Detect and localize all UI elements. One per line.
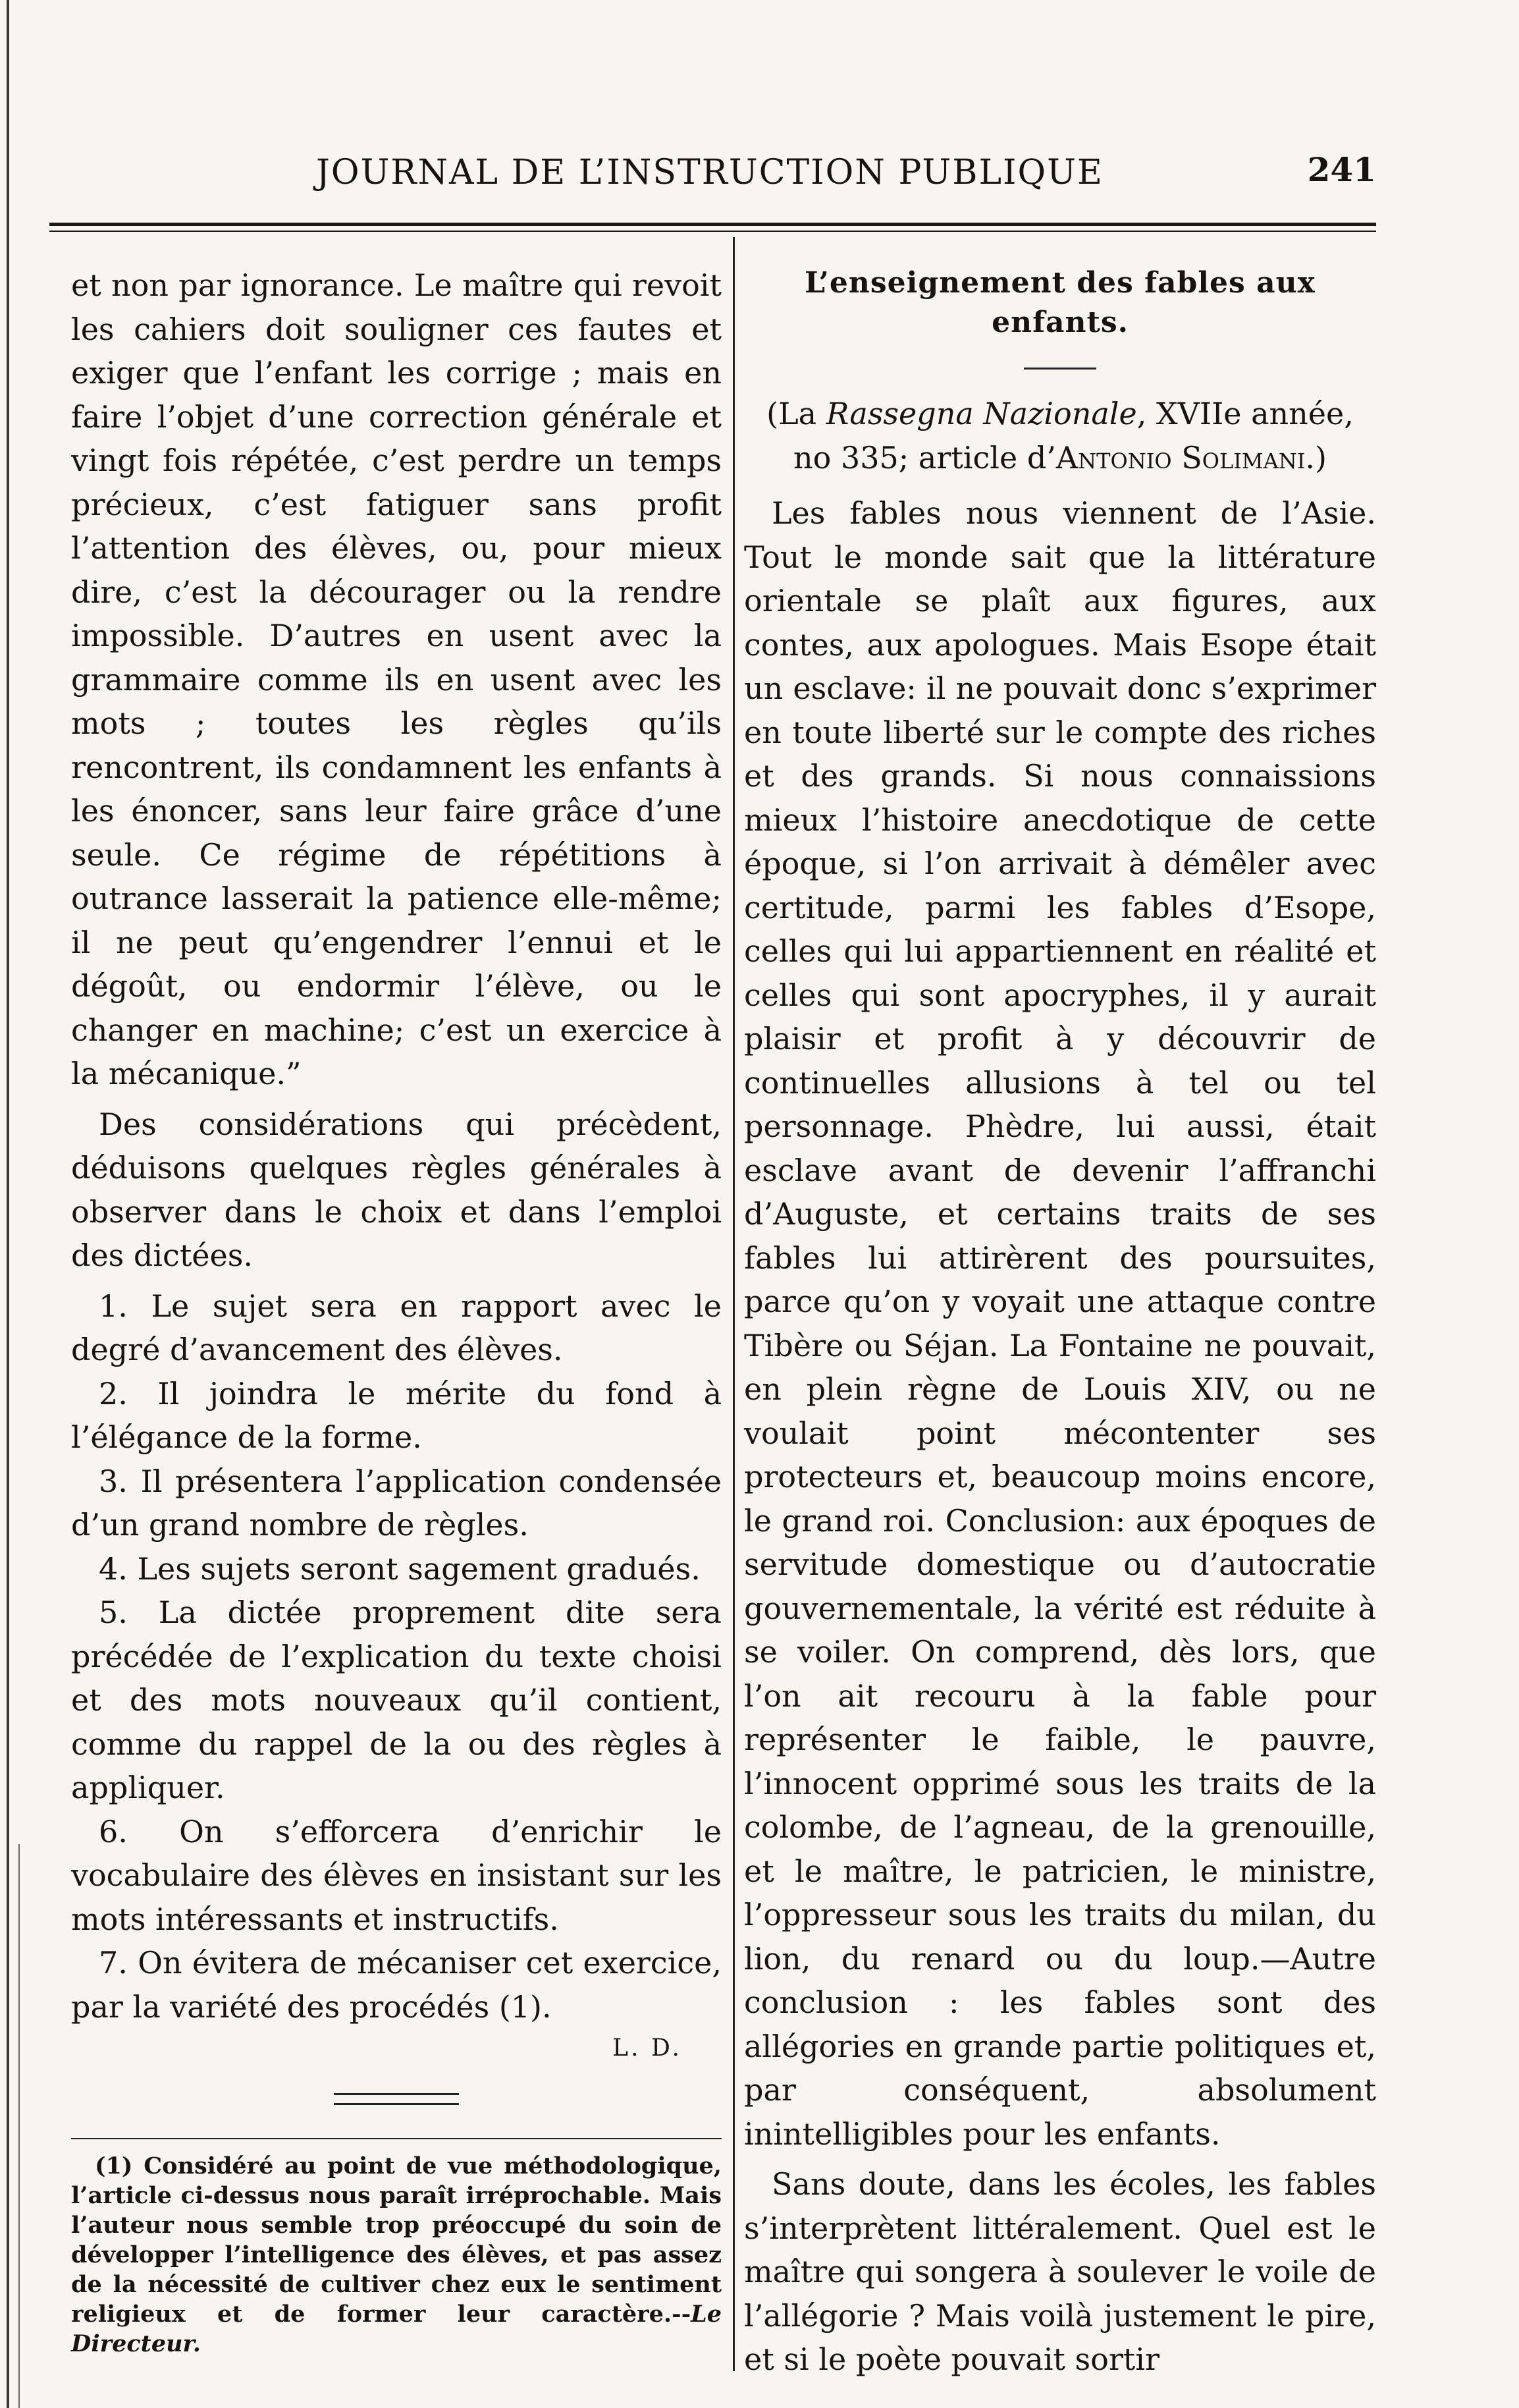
header-rule-thin: [49, 231, 1376, 232]
paragraph: Des considérations qui précèdent, déduisons quelques règles générales à observer dans le choix et dans l’emploi des dictées.: [71, 1106, 722, 1273]
footnote-rule: [71, 2138, 722, 2139]
footnote: [71, 2151, 722, 2359]
paragraph: Les fables nous viennent de l’Asie. Tout le monde sait que la littérature orientale se plaît aux figures, aux contes, aux apologues. Mais Esope était un esclave: il ne pouvait donc s’exprimer en toute liberté sur le compte des riches et des grands. Si nous connaissions mieux l’histoire anecdotique de cette époque, si l’on arrivait à démêler avec certitude, parmi les fables d’Esope, celles qui lui appartiennent en réalité et celles qui sont apocryphes, il y aurait plaisir et profit à y découvrir de continuelles allusions à tel ou tel personnage. Phèdre, lui aussi, était esclave avant de devenir l’affranchi d’Auguste, et certains traits de ses fables lui attirèrent des poursuites, parce qu’on y voyait une attaque contre Tibère ou Séjan. La Fontaine ne pouvait, en plein règne de Louis XIV, ou ne voulait point mécontenter ses protecteurs et, beaucoup moins encore, le grand roi. Conclusion: aux époques de servitude domestique ou d’autocratie gouvernementale, la vérité est réduite à se voiler. On comprend, dès lors, que l’on ait recouru à la fable pour représenter le faible, le pauvre, l’innocent opprimé sous les traits de la colombe, de l’agneau, de la grenouille, et le maître, le patricien, le ministre, l’oppresseur sous les traits du milan, du lion, du renard ou du loup.—Autre conclusion : les fables sont des allégories en grande partie politiques et, par conséquent, absolument inintelligibles pour les enfants.: [744, 495, 1376, 2152]
rule-item: 2. Il joindra le mérite du fond à l’élégance de la forme.: [71, 1375, 722, 1455]
right-column: [744, 263, 1376, 2382]
header-rule: [49, 223, 1376, 226]
rule-item: 7. On évitera de mécaniser cet exercice, par la variété des procédés (1).: [71, 1945, 722, 2025]
binding-edge: [7, 0, 9, 2408]
rule-item: 5. La dictée proprement dite sera précédée de l’explication du texte choisi et des mots nouveaux qu’il contient, comme du rappel de la ou des règles à appliquer.: [71, 1595, 722, 1805]
binding-edge-inner: [18, 1844, 20, 2408]
section-separator: [334, 2093, 459, 2105]
left-column: [71, 263, 722, 2359]
article-title: L’enseignement des fables aux enfants.: [805, 266, 1316, 339]
source-open: (La: [766, 396, 826, 431]
article-source: [744, 392, 1376, 479]
running-title: JOURNAL DE L’INSTRUCTION PUBLIQUE: [316, 153, 1104, 192]
rule-item: 3. Il présentera l’application condensée d’un grand nombre de règles.: [71, 1463, 722, 1543]
rule-item: 4. Les sujets seront sagement gradués.: [99, 1550, 701, 1587]
footnote-text: (1) Considéré au point de vue méthodologique, l’article ci-dessus nous paraît irréprochable. Mais l’auteur nous semble trop préoccupé du soin de développer l’intelligence des élèves, et pas assez de la nécessité de cultiver chez eux le sentiment religieux et de former leur caractère.--: [71, 2152, 722, 2328]
column-divider: [733, 237, 735, 2371]
rule-item: 6. On s’efforcera d’enrichir le vocabulaire des élèves en insistant sur les mots intéressants et instructifs.: [71, 1813, 722, 1937]
rule-item: 1. Le sujet sera en rapport avec le degré d’avancement des élèves.: [71, 1288, 722, 1367]
footnote-signed: Le Directeur.: [71, 2301, 722, 2357]
source-journal: Rassegna Nazionale: [826, 396, 1137, 431]
source-middle: , XVIIe année, no 335; article d’: [793, 396, 1354, 476]
article-signature: L. D.: [612, 2035, 682, 2062]
title-rule: [1024, 368, 1096, 369]
page-header: [53, 146, 1376, 199]
source-close: .): [1305, 439, 1327, 476]
paragraph: et non par ignorance. Le maître qui revoit les cahiers doit souligner ces fautes et exiger que l’enfant les corrige ; mais en faire l’objet d’une correction générale et vingt fois répétée, c’est perdre un temps précieux, c’est fatiguer sans profit l’attention des élèves, ou, pour mieux dire, c’est la décourager ou la rendre impossible. D’autres en usent avec la grammaire comme ils en usent avec les mots ; toutes les règles qu’ils rencontrent, ils condamnent les enfants à les énoncer, sans leur faire grâce d’une seule. Ce régime de répétitions à outrance lasserait la patience elle-même; il ne peut qu’engendrer l’ennui et le dégoût, ou endormir l’élève, ou le changer en machine; c’est un exercice à la mécanique.”: [71, 267, 722, 1091]
paragraph: Sans doute, dans les écoles, les fables s’interprètent littéralement. Quel est le maître qui songera à soulever le voile de l’allégorie ? Mais voilà justement le pire, et si le poète pouvait sortir: [744, 2166, 1376, 2377]
source-author: Antonio Solimani: [1055, 439, 1306, 476]
page-number: 241: [1307, 150, 1376, 189]
